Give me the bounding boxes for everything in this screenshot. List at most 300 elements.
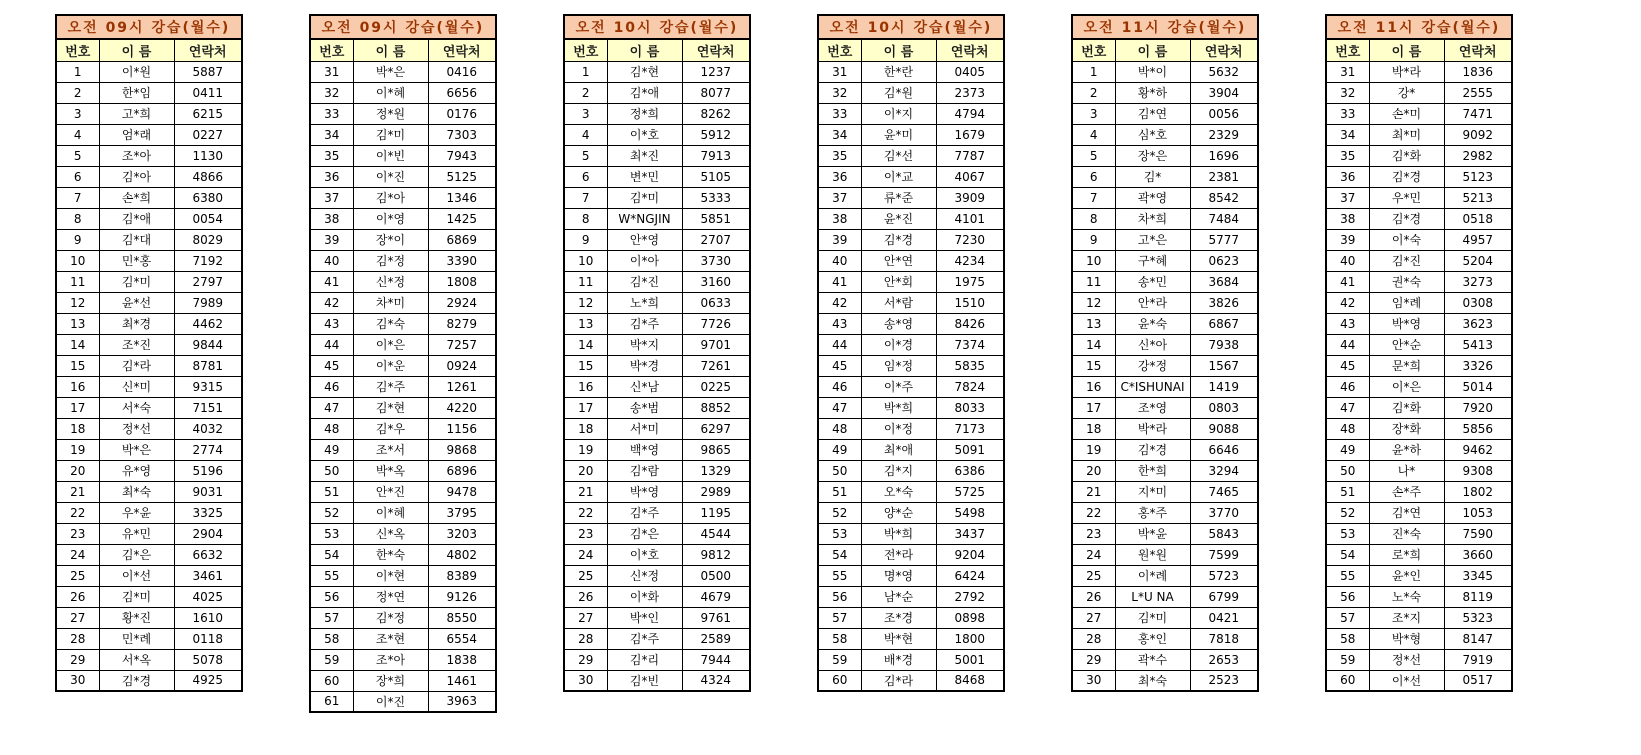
cell-contact: 2904	[174, 523, 242, 544]
cell-contact: 1130	[174, 145, 242, 166]
cell-number: 5	[564, 145, 607, 166]
cell-number: 30	[1072, 670, 1115, 691]
cell-number: 47	[818, 397, 861, 418]
cell-contact: 1419	[1190, 376, 1258, 397]
cell-name: 김*은	[607, 523, 682, 544]
cell-number: 43	[310, 313, 353, 334]
cell-number: 46	[1326, 376, 1369, 397]
table-row	[56, 544, 242, 565]
cell-contact: 7230	[936, 229, 1004, 250]
table-row	[1072, 145, 1258, 166]
column-header-name: 이 름	[99, 39, 174, 61]
cell-name: 민*례	[99, 628, 174, 649]
table-row	[818, 649, 1004, 670]
cell-number: 32	[1326, 82, 1369, 103]
cell-name: 이*혜	[353, 502, 428, 523]
table-row	[56, 649, 242, 670]
cell-contact: 6656	[428, 82, 496, 103]
table-row	[1072, 565, 1258, 586]
cell-name: 김*주	[607, 628, 682, 649]
cell-name: 박*희	[861, 397, 936, 418]
cell-name: 홍*인	[1115, 628, 1190, 649]
cell-number: 36	[818, 166, 861, 187]
table-row	[310, 229, 496, 250]
cell-name: 홍*주	[1115, 502, 1190, 523]
cell-name: 진*숙	[1369, 523, 1444, 544]
cell-number: 22	[56, 502, 99, 523]
table-row	[1326, 82, 1512, 103]
cell-name: 김*라	[861, 670, 936, 691]
cell-name: 윤*하	[1369, 439, 1444, 460]
table-row	[310, 460, 496, 481]
cell-name: 송*범	[607, 397, 682, 418]
cell-number: 39	[818, 229, 861, 250]
cell-number: 53	[1326, 523, 1369, 544]
table-row	[1326, 481, 1512, 502]
table-row	[1072, 271, 1258, 292]
cell-name: 김*선	[861, 145, 936, 166]
table-row	[1072, 481, 1258, 502]
cell-contact: 4032	[174, 418, 242, 439]
cell-contact: 4234	[936, 250, 1004, 271]
cell-contact: 7465	[1190, 481, 1258, 502]
table-row	[1072, 355, 1258, 376]
cell-number: 34	[310, 124, 353, 145]
cell-number: 44	[310, 334, 353, 355]
cell-number: 49	[818, 439, 861, 460]
table-row	[564, 208, 750, 229]
table-row	[310, 586, 496, 607]
table-row	[818, 397, 1004, 418]
cell-contact: 7913	[682, 145, 750, 166]
table-row	[1326, 292, 1512, 313]
cell-contact: 4794	[936, 103, 1004, 124]
cell-number: 18	[56, 418, 99, 439]
cell-contact: 7943	[428, 145, 496, 166]
cell-name: 김*람	[607, 460, 682, 481]
cell-number: 53	[310, 523, 353, 544]
table-row	[56, 565, 242, 586]
table-row	[564, 607, 750, 628]
cell-number: 30	[564, 670, 607, 691]
cell-contact: 7484	[1190, 208, 1258, 229]
cell-name: 곽*영	[1115, 187, 1190, 208]
cell-contact: 5851	[682, 208, 750, 229]
cell-number: 56	[818, 586, 861, 607]
cell-contact: 1838	[428, 649, 496, 670]
cell-name: C*ISHUNAI	[1115, 376, 1190, 397]
cell-number: 49	[1326, 439, 1369, 460]
cell-name: 고*희	[99, 103, 174, 124]
cell-name: 신*옥	[353, 523, 428, 544]
cell-number: 18	[1072, 418, 1115, 439]
cell-contact: 7374	[936, 334, 1004, 355]
cell-name: 이*은	[1369, 376, 1444, 397]
cell-number: 54	[310, 544, 353, 565]
cell-name: 김*경	[1369, 208, 1444, 229]
cell-name: 박*현	[861, 628, 936, 649]
table-row	[1072, 607, 1258, 628]
cell-number: 31	[818, 61, 861, 82]
cell-number: 48	[310, 418, 353, 439]
cell-number: 17	[564, 397, 607, 418]
cell-name: 조*서	[353, 439, 428, 460]
cell-name: 황*하	[1115, 82, 1190, 103]
roster-table	[55, 14, 243, 692]
cell-contact: 6869	[428, 229, 496, 250]
table-row	[1326, 502, 1512, 523]
table-title-row	[818, 15, 1004, 39]
cell-name: 임*정	[861, 355, 936, 376]
table-row	[1072, 82, 1258, 103]
cell-number: 16	[56, 376, 99, 397]
cell-number: 48	[818, 418, 861, 439]
cell-contact: 2924	[428, 292, 496, 313]
cell-name: 서*옥	[99, 649, 174, 670]
cell-name: 문*희	[1369, 355, 1444, 376]
cell-contact: 0405	[936, 61, 1004, 82]
cell-name: 장*희	[353, 670, 428, 691]
cell-number: 45	[310, 355, 353, 376]
cell-number: 22	[564, 502, 607, 523]
cell-contact: 4025	[174, 586, 242, 607]
cell-name: 서*미	[607, 418, 682, 439]
cell-number: 11	[1072, 271, 1115, 292]
cell-number: 3	[1072, 103, 1115, 124]
cell-contact: 6867	[1190, 313, 1258, 334]
cell-contact: 8119	[1444, 586, 1512, 607]
table-title: 오전 10시 강습(월수)	[564, 15, 750, 39]
cell-contact: 5323	[1444, 607, 1512, 628]
cell-name: 오*숙	[861, 481, 936, 502]
cell-number: 17	[1072, 397, 1115, 418]
cell-number: 23	[1072, 523, 1115, 544]
cell-contact: 5091	[936, 439, 1004, 460]
table-row	[56, 586, 242, 607]
cell-name: 조*진	[99, 334, 174, 355]
table-row	[818, 565, 1004, 586]
table-row	[1072, 250, 1258, 271]
table-row	[56, 334, 242, 355]
table-header-row	[1326, 39, 1512, 61]
cell-contact: 2774	[174, 439, 242, 460]
cell-number: 57	[1326, 607, 1369, 628]
table-row	[818, 481, 1004, 502]
table-row	[564, 292, 750, 313]
table-row	[818, 271, 1004, 292]
cell-contact: 1610	[174, 607, 242, 628]
table-row	[310, 355, 496, 376]
cell-contact: 4462	[174, 313, 242, 334]
cell-contact: 8147	[1444, 628, 1512, 649]
cell-number: 7	[1072, 187, 1115, 208]
cell-name: 김*미	[99, 271, 174, 292]
cell-number: 1	[564, 61, 607, 82]
cell-name: 곽*수	[1115, 649, 1190, 670]
cell-number: 11	[56, 271, 99, 292]
cell-number: 6	[1072, 166, 1115, 187]
cell-contact: 1510	[936, 292, 1004, 313]
cell-contact: 4802	[428, 544, 496, 565]
cell-name: 이*정	[861, 418, 936, 439]
table-row	[818, 208, 1004, 229]
cell-number: 32	[818, 82, 861, 103]
table-row	[310, 187, 496, 208]
table-row	[1326, 628, 1512, 649]
table-row	[1072, 229, 1258, 250]
column-header-number: 번호	[564, 39, 607, 61]
cell-number: 35	[1326, 145, 1369, 166]
table-row	[564, 166, 750, 187]
cell-contact: 7257	[428, 334, 496, 355]
cell-number: 55	[310, 565, 353, 586]
table-row	[564, 670, 750, 691]
cell-contact: 1696	[1190, 145, 1258, 166]
cell-number: 23	[564, 523, 607, 544]
column-header-name: 이 름	[861, 39, 936, 61]
table-row	[310, 61, 496, 82]
cell-name: 서*숙	[99, 397, 174, 418]
cell-contact: 7303	[428, 124, 496, 145]
cell-number: 46	[818, 376, 861, 397]
cell-name: 이*지	[861, 103, 936, 124]
table-row	[1072, 61, 1258, 82]
table-row	[310, 628, 496, 649]
cell-name: 조*아	[99, 145, 174, 166]
table-row	[1326, 229, 1512, 250]
cell-contact: 5835	[936, 355, 1004, 376]
cell-number: 24	[56, 544, 99, 565]
table-title-row	[310, 15, 496, 39]
table-row	[1072, 166, 1258, 187]
table-body	[1072, 61, 1258, 691]
table-row	[564, 355, 750, 376]
cell-contact: 7261	[682, 355, 750, 376]
cell-name: 손*희	[99, 187, 174, 208]
cell-contact: 8426	[936, 313, 1004, 334]
table-title: 오전 09시 강습(월수)	[310, 15, 496, 39]
table-row	[310, 670, 496, 691]
cell-contact: 8279	[428, 313, 496, 334]
table-body	[310, 61, 496, 712]
cell-number: 40	[1326, 250, 1369, 271]
table-row	[56, 481, 242, 502]
table-row	[1072, 313, 1258, 334]
cell-name: 김*연	[1115, 103, 1190, 124]
cell-number: 44	[1326, 334, 1369, 355]
cell-contact: 8542	[1190, 187, 1258, 208]
table-row	[56, 292, 242, 313]
cell-contact: 9462	[1444, 439, 1512, 460]
table-row	[1072, 523, 1258, 544]
cell-contact: 1836	[1444, 61, 1512, 82]
table-row	[1072, 334, 1258, 355]
table-row	[818, 250, 1004, 271]
cell-name: 우*윤	[99, 502, 174, 523]
cell-contact: 8389	[428, 565, 496, 586]
cell-name: 류*준	[861, 187, 936, 208]
cell-contact: 2589	[682, 628, 750, 649]
table-row	[1072, 670, 1258, 691]
cell-number: 12	[56, 292, 99, 313]
cell-contact: 0225	[682, 376, 750, 397]
cell-number: 6	[564, 166, 607, 187]
cell-name: 신*정	[607, 565, 682, 586]
cell-contact: 0898	[936, 607, 1004, 628]
cell-name: 안*연	[861, 250, 936, 271]
cell-number: 36	[310, 166, 353, 187]
cell-name: 신*미	[99, 376, 174, 397]
cell-contact: 5105	[682, 166, 750, 187]
cell-name: 윤*선	[99, 292, 174, 313]
cell-number: 25	[564, 565, 607, 586]
table-row	[56, 145, 242, 166]
cell-contact: 3294	[1190, 460, 1258, 481]
cell-number: 59	[310, 649, 353, 670]
cell-number: 54	[1326, 544, 1369, 565]
cell-name: 최*숙	[1115, 670, 1190, 691]
cell-number: 34	[818, 124, 861, 145]
table-row	[56, 439, 242, 460]
cell-number: 16	[1072, 376, 1115, 397]
cell-number: 19	[56, 439, 99, 460]
cell-name: 김*경	[1115, 439, 1190, 460]
cell-contact: 3795	[428, 502, 496, 523]
cell-name: 엄*래	[99, 124, 174, 145]
cell-number: 59	[818, 649, 861, 670]
table-row	[818, 61, 1004, 82]
cell-number: 14	[1072, 334, 1115, 355]
cell-name: 김*주	[607, 313, 682, 334]
table-row	[1326, 313, 1512, 334]
table-row	[310, 292, 496, 313]
cell-name: 김*연	[1369, 502, 1444, 523]
cell-number: 19	[564, 439, 607, 460]
cell-number: 47	[310, 397, 353, 418]
cell-number: 47	[1326, 397, 1369, 418]
table-row	[56, 628, 242, 649]
cell-name: 서*람	[861, 292, 936, 313]
table-row	[1326, 607, 1512, 628]
cell-name: 박*희	[861, 523, 936, 544]
cell-name: 유*민	[99, 523, 174, 544]
table-header-row	[564, 39, 750, 61]
table-row	[56, 187, 242, 208]
cell-number: 5	[56, 145, 99, 166]
table-row	[564, 649, 750, 670]
table-row	[1326, 397, 1512, 418]
cell-contact: 2329	[1190, 124, 1258, 145]
cell-number: 33	[310, 103, 353, 124]
cell-number: 9	[56, 229, 99, 250]
cell-name: 김*경	[99, 670, 174, 691]
cell-contact: 3325	[174, 502, 242, 523]
cell-number: 52	[310, 502, 353, 523]
cell-contact: 5723	[1190, 565, 1258, 586]
cell-contact: 9031	[174, 481, 242, 502]
cell-contact: 0623	[1190, 250, 1258, 271]
cell-contact: 3345	[1444, 565, 1512, 586]
table-row	[1326, 649, 1512, 670]
cell-number: 2	[564, 82, 607, 103]
cell-name: 이*경	[861, 334, 936, 355]
cell-contact: 1567	[1190, 355, 1258, 376]
cell-number: 2	[56, 82, 99, 103]
cell-contact: 3437	[936, 523, 1004, 544]
cell-name: 이*숙	[1369, 229, 1444, 250]
cell-name: 윤*인	[1369, 565, 1444, 586]
table-row	[564, 418, 750, 439]
table-row	[310, 271, 496, 292]
cell-contact: 1808	[428, 271, 496, 292]
cell-name: 윤*숙	[1115, 313, 1190, 334]
cell-number: 8	[564, 208, 607, 229]
cell-contact: 7173	[936, 418, 1004, 439]
cell-name: 안*진	[353, 481, 428, 502]
cell-contact: 2555	[1444, 82, 1512, 103]
cell-number: 44	[818, 334, 861, 355]
cell-number: 29	[564, 649, 607, 670]
cell-name: 이*은	[353, 334, 428, 355]
cell-contact: 1195	[682, 502, 750, 523]
table-row	[310, 124, 496, 145]
cell-number: 13	[564, 313, 607, 334]
cell-contact: 5725	[936, 481, 1004, 502]
table-row	[1072, 124, 1258, 145]
cell-name: 장*화	[1369, 418, 1444, 439]
cell-number: 58	[818, 628, 861, 649]
table-row	[56, 607, 242, 628]
cell-name: 조*현	[353, 628, 428, 649]
cell-number: 50	[310, 460, 353, 481]
table-title: 오전 11시 강습(월수)	[1072, 15, 1258, 39]
table-title: 오전 10시 강습(월수)	[818, 15, 1004, 39]
cell-contact: 2707	[682, 229, 750, 250]
cell-number: 33	[818, 103, 861, 124]
cell-name: 김*현	[353, 397, 428, 418]
cell-name: 이*선	[1369, 670, 1444, 691]
cell-contact: 9315	[174, 376, 242, 397]
table-row	[564, 502, 750, 523]
column-header-number: 번호	[818, 39, 861, 61]
cell-contact: 3770	[1190, 502, 1258, 523]
cell-name: 정*연	[353, 586, 428, 607]
cell-number: 27	[1072, 607, 1115, 628]
cell-contact: 0500	[682, 565, 750, 586]
cell-number: 19	[1072, 439, 1115, 460]
table-row	[818, 586, 1004, 607]
cell-name: 김*미	[99, 586, 174, 607]
cell-number: 51	[818, 481, 861, 502]
cell-contact: 0054	[174, 208, 242, 229]
cell-contact: 7919	[1444, 649, 1512, 670]
cell-contact: 1346	[428, 187, 496, 208]
table-row	[818, 502, 1004, 523]
cell-name: 박*은	[353, 61, 428, 82]
cell-name: 최*애	[861, 439, 936, 460]
cell-contact: 5777	[1190, 229, 1258, 250]
table-row	[56, 523, 242, 544]
cell-number: 38	[310, 208, 353, 229]
cell-name: 김*은	[99, 544, 174, 565]
cell-name: 남*순	[861, 586, 936, 607]
roster-table	[309, 14, 497, 713]
cell-contact: 9865	[682, 439, 750, 460]
cell-number: 50	[818, 460, 861, 481]
cell-name: 박*형	[1369, 628, 1444, 649]
table-row	[1072, 439, 1258, 460]
cell-contact: 5125	[428, 166, 496, 187]
